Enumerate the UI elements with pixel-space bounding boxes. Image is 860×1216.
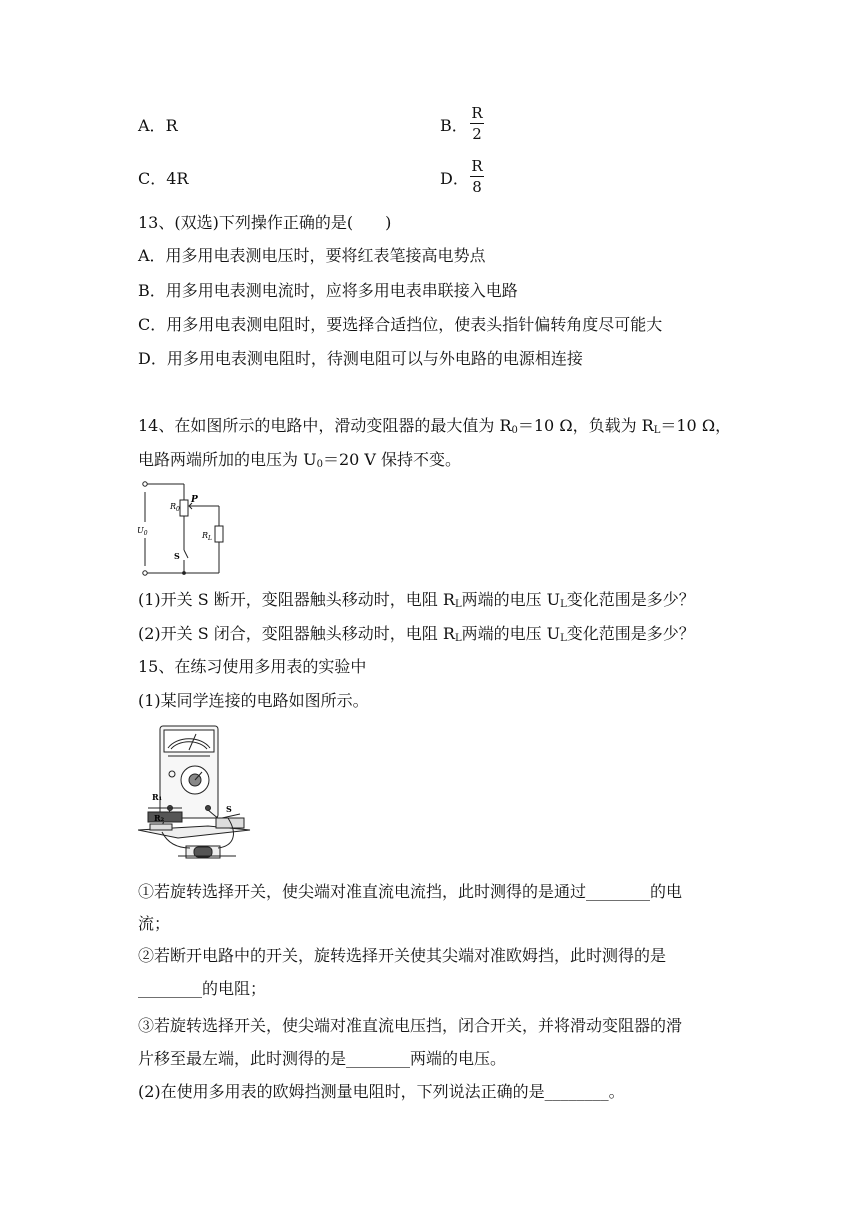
q13-stem: 13、(双选)下列操作正确的是( )	[138, 213, 392, 232]
q14-stem-line2	[138, 450, 461, 475]
label-rl: $R_L$	[202, 531, 213, 542]
rheostat-r0	[180, 500, 188, 516]
label-r2: R₂	[154, 813, 165, 823]
bottom-terminal	[143, 571, 147, 575]
text-span: 变化范围是多少？	[566, 624, 695, 643]
text-span: 两端的电压 U	[461, 624, 561, 643]
option-c-label: C．	[138, 169, 167, 188]
option-d-label: D．	[440, 169, 469, 188]
fraction-bar	[470, 176, 484, 177]
subscript: 0	[316, 459, 323, 470]
q15-part2: (2)在使用多用表的欧姆挡测量电阻时，下列说法正确的是________。	[138, 1082, 625, 1101]
fraction-numerator: R	[471, 104, 483, 122]
subscript: L	[560, 633, 567, 644]
q15-part1: (1)某同学连接的电路如图所示。	[138, 691, 369, 710]
text-span: (1)开关 S 断开，变阻器触头移动时，电阻 R	[138, 590, 455, 609]
subscript: L	[653, 425, 661, 436]
q15-case2-line2: ________的电阻；	[138, 979, 267, 998]
text-span: ＝10 Ω，负载为 R	[517, 416, 654, 435]
option-b	[440, 116, 468, 136]
resistor-r2	[150, 824, 172, 830]
top-terminal	[143, 482, 147, 486]
q15-apparatus-figure	[138, 722, 256, 864]
switch-s	[184, 550, 188, 558]
option-d	[440, 169, 469, 189]
option-c	[138, 169, 188, 189]
q13-option-a: A．用多用电表测电压时，要将红表笔接高电势点	[138, 246, 486, 265]
text-span: 两端的电压 U	[461, 590, 561, 609]
option-c-value: 4R	[166, 169, 189, 188]
q15-stem: 15、在练习使用多用表的实验中	[138, 657, 367, 676]
q13-option-b: B．用多用电表测电流时，应将多用电表串联接入电路	[138, 281, 518, 300]
text-span: 14、在如图所示的电路中，滑动变阻器的最大值为 R	[138, 416, 512, 435]
q14-part1	[138, 590, 695, 615]
q15-case2-line1: ②若断开电路中的开关，旋转选择开关使其尖端对准欧姆挡，此时测得的是	[138, 946, 667, 965]
q15-case3-line2: 片移至最左端，此时测得的是________两端的电压。	[138, 1049, 507, 1068]
option-b-fraction	[470, 104, 484, 143]
q14-stem-line1	[138, 416, 731, 441]
text-span: ＝10 Ω，	[660, 416, 732, 435]
fraction-denominator: 2	[472, 125, 482, 143]
terminal-plus	[206, 806, 211, 811]
fraction-denominator: 8	[472, 178, 482, 196]
q13-option-c: C．用多用电表测电阻时，要选择合适挡位，使表头指针偏转角度尽可能大	[138, 315, 663, 334]
label-p: P	[191, 495, 198, 505]
resistor-rl	[215, 526, 223, 542]
option-b-label: B．	[440, 116, 468, 135]
label-s: S	[174, 551, 180, 561]
switch-s	[216, 818, 244, 828]
q14-part2	[138, 624, 695, 649]
fraction-numerator: R	[471, 157, 483, 175]
subscript: 0	[511, 425, 518, 436]
subscript: L	[560, 599, 567, 610]
option-d-fraction	[470, 157, 484, 196]
q15-case1-line2: 流；	[138, 914, 171, 933]
q13-option-d: D．用多用电表测电阻时，待测电阻可以与外电路的电源相连接	[138, 349, 583, 368]
subscript: L	[454, 599, 462, 610]
subscript: L	[454, 633, 462, 644]
label-r0: $R_0$	[170, 502, 180, 513]
option-a-value: R	[165, 116, 178, 135]
label-u0: $U_0$	[137, 526, 148, 537]
q15-case3-line1: ③若旋转选择开关，使尖端对准直流电压挡，闭合开关，并将滑动变阻器的滑	[138, 1016, 683, 1035]
text-span: 变化范围是多少？	[566, 590, 695, 609]
q14-circuit-diagram	[135, 478, 230, 580]
label-r1: R₁	[152, 792, 163, 802]
q15-case1-line1: ①若旋转选择开关，使尖端对准直流电流挡，此时测得的是通过________的电	[138, 882, 683, 901]
fraction-bar	[470, 123, 484, 124]
text-span: ＝20 V 保持不变。	[322, 450, 462, 469]
option-a-label: A．	[138, 116, 166, 135]
option-a	[138, 116, 178, 136]
text-span: 电路两端所加的电压为 U	[138, 450, 317, 469]
label-s: S	[226, 804, 232, 814]
text-span: (2)开关 S 闭合，变阻器触头移动时，电阻 R	[138, 624, 455, 643]
